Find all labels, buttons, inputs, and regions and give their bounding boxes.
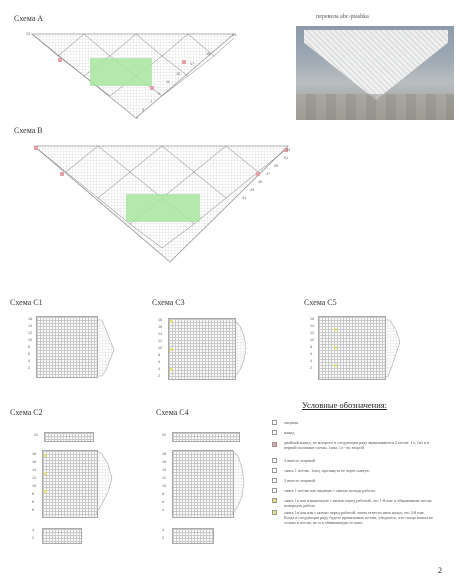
row-number: 6	[162, 500, 165, 504]
row-number: 12	[32, 476, 37, 480]
row-number: 8	[162, 492, 165, 496]
repeat-area	[90, 58, 152, 86]
scheme-b-title: Схема В	[14, 126, 43, 135]
legend-item: 3 вместе лицевой	[284, 478, 315, 483]
scheme-c5-title: Схема С5	[304, 298, 337, 307]
scheme-c5-edge	[384, 316, 408, 380]
row-number: 16	[162, 460, 167, 464]
row-number: 6	[28, 352, 31, 356]
skp-symbol-icon	[272, 468, 277, 473]
row-number: 4	[32, 528, 35, 532]
row-number: 23	[26, 32, 31, 36]
row-number: 10	[28, 338, 33, 342]
row-number: 3	[142, 108, 145, 112]
scheme-c2-grid	[42, 450, 98, 518]
legend-item: двойной накид, из которого в следующем ряду вывязываются 2 петли: 1л, 1из и в первой половине схемы, 1изн, 1л - во второй	[284, 440, 430, 450]
row-number: 12	[310, 331, 315, 335]
k3tog-symbol-icon	[272, 478, 277, 483]
scheme-c5-grid	[318, 316, 386, 380]
row-number: 7	[150, 100, 153, 104]
scheme-c1-edge	[96, 316, 118, 378]
knit-symbol-icon	[272, 420, 277, 425]
row-number: 14	[158, 332, 163, 336]
wrap-step-two-symbol-icon	[272, 510, 277, 515]
row-number: 53	[286, 148, 291, 152]
legend-item: снять 1 петлю, 1лиц, протянуть ее через снятую	[284, 468, 370, 473]
repeat-area	[126, 194, 200, 222]
legend-item: лицевая	[284, 420, 299, 425]
row-number: 20	[162, 433, 167, 437]
scheme-b-chart	[30, 142, 292, 266]
row-number: 2	[158, 374, 161, 378]
row-number: 17	[190, 62, 195, 66]
row-number: 15	[176, 72, 181, 76]
row-number: 10	[310, 338, 315, 342]
row-number: 16	[158, 325, 163, 329]
scheme-a-title: Схема А	[14, 14, 44, 23]
row-number: 2	[32, 536, 35, 540]
scheme-c4-title: Схема С4	[156, 408, 189, 417]
row-number: 4	[310, 359, 313, 363]
row-number: 51	[284, 156, 289, 160]
double-yarn-over-symbol-icon	[272, 442, 277, 447]
row-number: 6	[32, 508, 35, 512]
scheme-c2-bottom-grid	[42, 528, 82, 544]
row-number: 6	[158, 360, 161, 364]
legend-item: накид	[284, 430, 295, 435]
row-number: 10	[158, 346, 163, 350]
row-number: 14	[162, 468, 167, 472]
row-number: 2	[162, 536, 165, 540]
legend-item: снять 1п как изн с нитью перед работой, затем отвести нить назад; это 2-й шаг. Когда в следующем ряду будете провязывать петлю, убедитесь, что спица вошла не только в петлю, но и в обвивающую ее нить	[284, 510, 434, 525]
row-number: 4	[158, 367, 161, 371]
row-number: 47	[266, 172, 271, 176]
wrap-step-one-symbol-icon	[272, 498, 277, 503]
row-number: 12	[28, 331, 33, 335]
k2tog-symbol-icon	[272, 458, 277, 463]
scheme-c2-top-row	[44, 432, 94, 442]
row-number: 1	[136, 116, 139, 120]
row-number: 6	[32, 500, 35, 504]
row-number: 16	[32, 460, 37, 464]
row-number: 6	[310, 352, 313, 356]
row-number: 2	[310, 366, 313, 370]
row-number: 16	[310, 317, 315, 321]
shawl-photo	[296, 26, 454, 120]
row-number: 11	[166, 80, 170, 84]
scheme-c3-edge	[234, 318, 254, 380]
scheme-c3-title: Схема С3	[152, 298, 185, 307]
scheme-a-chart	[28, 30, 238, 122]
row-number: 18	[162, 452, 167, 456]
row-number: 9	[158, 92, 161, 96]
scheme-c4-edge	[232, 448, 254, 518]
row-number: 41	[242, 196, 247, 200]
scheme-c1-grid	[36, 316, 98, 378]
row-number: 18	[32, 452, 37, 456]
row-number: 49	[274, 164, 279, 168]
row-number: 8	[28, 345, 31, 349]
legend-item: снять 1 петлю как лицевую с нитью позади работы	[284, 488, 375, 493]
legend	[272, 418, 438, 548]
row-number: 8	[158, 353, 161, 357]
page-number: 2	[438, 566, 442, 575]
row-number: 12	[162, 476, 167, 480]
row-number: 43	[250, 188, 255, 192]
row-number: 8	[32, 492, 35, 496]
scheme-c4-bottom-grid	[172, 528, 214, 544]
row-number: 14	[28, 324, 33, 328]
row-number: 45	[258, 180, 263, 184]
row-number: 14	[32, 468, 37, 472]
scheme-c2-edge	[96, 448, 120, 518]
row-number: 4	[28, 359, 31, 363]
slip-knitwise-symbol-icon	[272, 488, 277, 493]
row-number: 16	[28, 317, 33, 321]
row-number: 10	[32, 484, 37, 488]
row-number: 2	[28, 366, 31, 370]
row-number: 8	[310, 345, 313, 349]
row-number: 14	[310, 324, 315, 328]
row-number: 10	[162, 484, 167, 488]
row-number: 12	[158, 339, 163, 343]
translation-credit: перевела abc-ptashka	[316, 14, 369, 20]
row-number: 19	[206, 52, 211, 56]
yarn-over-symbol-icon	[272, 430, 277, 435]
scheme-c3-grid	[168, 318, 236, 380]
row-number: 22	[34, 433, 39, 437]
scheme-c4-grid	[172, 450, 234, 518]
scheme-c2-title: Схема С2	[10, 408, 43, 417]
scheme-c1-title: Схема С1	[10, 298, 43, 307]
legend-item: снять 1п как изнаночную с нитью перед работой, это 1-й шаг к обкрыванию петли; повернуть работу	[284, 498, 433, 508]
row-number: 4	[162, 508, 165, 512]
scheme-c4-top-row	[172, 432, 240, 442]
row-number: 4	[162, 528, 165, 532]
legend-item: 2 вместе лицевой	[284, 458, 315, 463]
row-number: 18	[158, 318, 163, 322]
legend-title: Условные обозначения:	[302, 400, 388, 410]
row-number: 23	[232, 33, 237, 37]
